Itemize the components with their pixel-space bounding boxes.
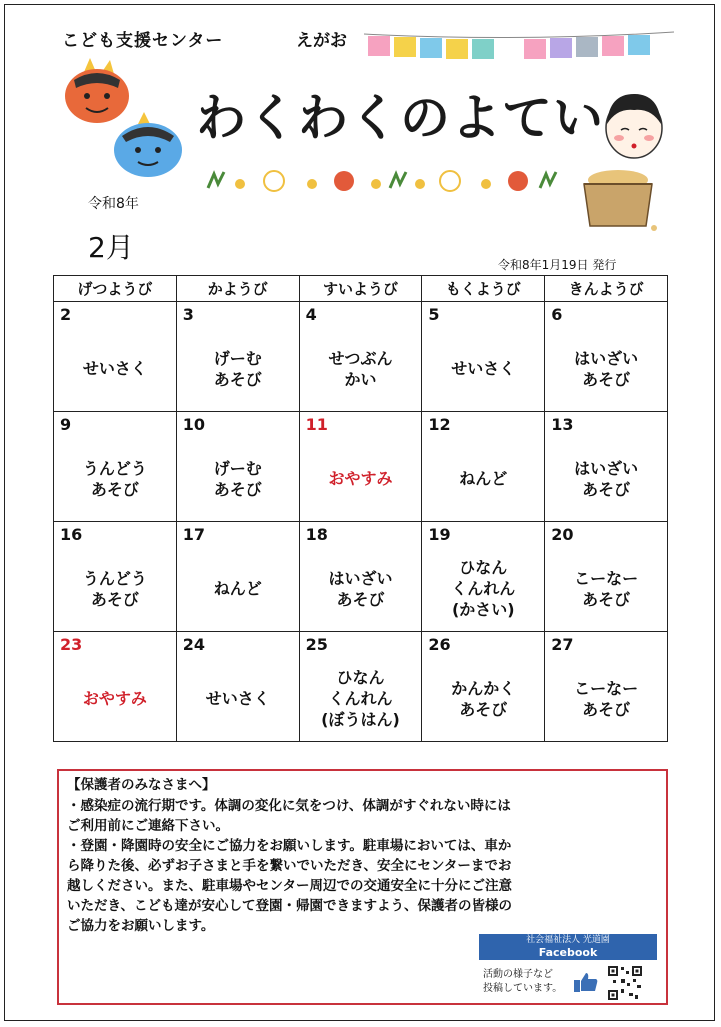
day-number: 27 bbox=[551, 635, 574, 654]
weekday-header: もくようび bbox=[422, 276, 545, 302]
week-row bbox=[54, 412, 668, 522]
notice-line: ご協力をお願いします。 bbox=[67, 918, 215, 934]
day-activity: ねんど bbox=[213, 579, 262, 599]
bunting-icon bbox=[364, 28, 674, 62]
day-number: 12 bbox=[428, 415, 451, 434]
day-number: 17 bbox=[182, 525, 206, 544]
day-number: 5 bbox=[428, 305, 440, 324]
day-number: 16 bbox=[60, 525, 83, 544]
bean-box-icon bbox=[576, 162, 660, 234]
weekday-header: げつようび bbox=[54, 276, 177, 302]
day-activity: せいさく bbox=[205, 689, 270, 709]
holiday-label: おやすみ bbox=[328, 469, 393, 489]
center-subtitle: えがお bbox=[296, 31, 347, 51]
day-cell bbox=[545, 412, 668, 522]
day-cell bbox=[54, 302, 177, 412]
blue-oni-icon bbox=[110, 112, 186, 178]
notice-line: ら降りた後、必ずお子さまと手を繋いでいただき、安全にセンターまでお bbox=[67, 858, 512, 874]
weekday-header: きんようび bbox=[545, 276, 668, 302]
page-title: わくわくのよてい bbox=[196, 89, 604, 147]
day-number: 19 bbox=[428, 525, 451, 544]
day-number: 20 bbox=[551, 525, 574, 544]
day-activity: うんどう あそび bbox=[82, 568, 147, 609]
notice-line: ご利用前にご連絡下さい。 bbox=[67, 818, 229, 834]
facebook-link[interactable] bbox=[479, 934, 657, 960]
day-activity: かんかく あそび bbox=[451, 678, 516, 719]
issue-date: 令和8年1月19日 発行 bbox=[498, 258, 617, 272]
day-activity: せいさく bbox=[82, 359, 147, 379]
day-number: 6 bbox=[551, 305, 563, 324]
day-activity: げーむ あそび bbox=[213, 348, 262, 389]
day-cell bbox=[176, 522, 299, 632]
day-cell bbox=[176, 302, 299, 412]
notice-line: ・登園・降園時の安全にご協力をお願いします。駐車場においては、車か bbox=[67, 838, 512, 854]
day-number: 23 bbox=[60, 635, 83, 654]
day-number: 9 bbox=[60, 415, 72, 434]
day-cell bbox=[545, 302, 668, 412]
day-activity: げーむ あそび bbox=[213, 458, 262, 499]
day-activity: はいざい あそび bbox=[574, 348, 639, 389]
weekday-header: すいようび bbox=[299, 276, 422, 302]
day-cell bbox=[54, 522, 177, 632]
day-cell bbox=[54, 632, 177, 742]
day-number: 25 bbox=[305, 635, 328, 654]
day-activity: こーなー あそび bbox=[574, 568, 639, 609]
day-cell bbox=[422, 412, 545, 522]
day-number: 2 bbox=[60, 305, 72, 324]
notice-line: いただき、こども達が安心して登園・帰園できますよう、保護者の皆様の bbox=[67, 898, 512, 914]
otafuku-icon bbox=[603, 90, 665, 160]
facebook-label: Facebook bbox=[538, 946, 598, 959]
era-year: 令和8年 bbox=[88, 196, 139, 212]
day-number: 24 bbox=[182, 635, 206, 654]
day-activity: せいさく bbox=[451, 359, 516, 379]
day-cell bbox=[299, 632, 422, 742]
notice-line: ・感染症の流行期です。体調の変化に気をつけ、体調がすぐれない時には bbox=[67, 798, 511, 814]
week-row bbox=[54, 632, 668, 742]
center-name: こども支援センター bbox=[62, 31, 224, 51]
day-cell bbox=[299, 522, 422, 632]
day-cell bbox=[422, 302, 545, 412]
facebook-caption: 活動の様子など 投稿しています。 bbox=[483, 969, 563, 994]
day-activity: こーなー あそび bbox=[574, 678, 639, 719]
day-number: 4 bbox=[305, 305, 317, 324]
day-cell bbox=[422, 632, 545, 742]
day-activity: はいざい あそび bbox=[574, 458, 639, 499]
day-activity: はいざい あそび bbox=[328, 568, 393, 609]
holiday-label: おやすみ bbox=[82, 689, 147, 709]
notice-title: 【保護者のみなさまへ】 bbox=[67, 777, 216, 793]
day-number: 18 bbox=[305, 525, 328, 544]
day-cell bbox=[299, 302, 422, 412]
day-cell bbox=[299, 412, 422, 522]
day-cell bbox=[545, 522, 668, 632]
calendar-table bbox=[53, 275, 668, 742]
day-cell bbox=[176, 412, 299, 522]
day-activity: せつぶん かい bbox=[328, 348, 393, 389]
plum-blossom-icon bbox=[204, 166, 584, 196]
day-cell bbox=[54, 412, 177, 522]
day-number: 3 bbox=[182, 305, 194, 324]
day-number: 13 bbox=[551, 415, 574, 434]
facebook-org: 社会福祉法人 光道園 bbox=[526, 935, 610, 945]
day-number: 11 bbox=[305, 415, 328, 434]
day-activity: ひなん くんれん (かさい) bbox=[451, 558, 516, 619]
qr-code-icon[interactable] bbox=[607, 965, 643, 1001]
notice-line: 越しください。また、駐車場やセンター周辺での交通安全に十分にご注意 bbox=[67, 878, 512, 894]
day-activity: ねんど bbox=[459, 469, 508, 489]
weekday-header-row bbox=[54, 276, 668, 302]
month-label: 2月 bbox=[88, 231, 134, 264]
weekday-header: かようび bbox=[176, 276, 299, 302]
notice-box bbox=[57, 769, 668, 1005]
day-cell bbox=[176, 632, 299, 742]
day-number: 26 bbox=[428, 635, 451, 654]
thumbs-up-icon bbox=[573, 971, 599, 993]
day-cell bbox=[545, 632, 668, 742]
day-number: 10 bbox=[182, 415, 206, 434]
day-activity: ひなん くんれん (ぼうはん) bbox=[321, 668, 400, 729]
week-row bbox=[54, 522, 668, 632]
day-cell bbox=[422, 522, 545, 632]
week-row bbox=[54, 302, 668, 412]
day-activity: うんどう あそび bbox=[82, 458, 147, 499]
